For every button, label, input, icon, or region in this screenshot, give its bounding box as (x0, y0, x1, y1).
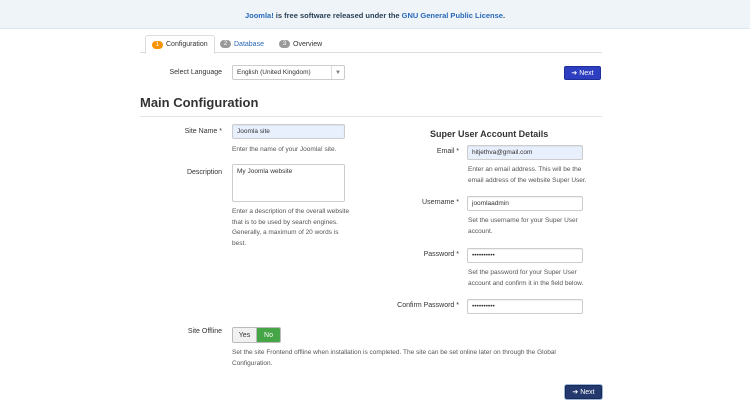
site-offline-yes-button[interactable]: Yes (233, 328, 257, 342)
license-end-text: . (502, 11, 506, 20)
tab-configuration-label: Configuration (166, 41, 208, 48)
site-offline-no-button[interactable]: No (257, 328, 280, 342)
password-label: Password * (423, 251, 459, 258)
confirm-password-field[interactable]: •••••••••• (467, 299, 583, 314)
description-label: Description (186, 169, 222, 176)
step-badge-3: 3 (279, 40, 290, 48)
tab-configuration[interactable] (145, 35, 215, 54)
license-text (0, 11, 750, 20)
site-name-label: Site Name * (184, 128, 222, 135)
super-user-title: Super User Account Details (430, 129, 549, 139)
chevron-down-icon: ▼ (331, 66, 344, 79)
site-name-help: Enter the name of your Joomla! site. (232, 146, 337, 153)
license-middle-text: is free software released under the (273, 11, 402, 20)
joomla-link[interactable]: Joomla! (244, 11, 274, 20)
tab-database[interactable] (214, 35, 270, 53)
tab-database-label: Database (234, 40, 264, 48)
next-button-top[interactable] (564, 66, 601, 80)
confirm-password-label: Confirm Password * (397, 302, 459, 309)
arrow-right-icon: ➔ (571, 70, 578, 77)
page-title: Main Configuration (140, 95, 259, 110)
password-help-line: Set the password for your Super User (468, 269, 577, 276)
install-steps-tabs (140, 35, 602, 53)
site-offline-toggle (232, 327, 281, 343)
step-badge-1: 1 (152, 41, 163, 49)
username-help-line: Set the username for your Super User (468, 217, 578, 224)
username-help-line: account. (468, 227, 493, 235)
description-help-line: Generally, a maximum of 20 words is (232, 229, 339, 236)
license-bar (0, 0, 750, 29)
site-offline-help-line: Configuration. (232, 359, 273, 367)
username-label: Username * (422, 199, 459, 206)
email-field[interactable]: hitjethva@gmail.com (467, 145, 583, 160)
step-badge-2: 2 (220, 40, 231, 48)
gpl-link[interactable]: GNU General Public License (401, 11, 503, 20)
description-textarea[interactable]: My Joomla website (232, 164, 345, 202)
password-help-line: account and confirm it in the field below. (468, 279, 584, 287)
next-button-bottom[interactable] (565, 385, 602, 399)
arrow-right-icon: ➔ (572, 389, 579, 396)
email-help-line: email address of the website Super User. (468, 176, 587, 184)
tab-overview-label: Overview (293, 40, 323, 48)
tab-overview[interactable] (273, 35, 328, 53)
next-button-label: Next (579, 69, 594, 77)
password-field[interactable]: •••••••••• (467, 248, 583, 263)
site-offline-help (232, 348, 602, 369)
email-help-line: Enter an email address. This will be the (468, 166, 582, 173)
email-label: Email * (436, 148, 459, 155)
username-field[interactable]: joomlaadmin (467, 196, 583, 211)
divider (140, 116, 602, 117)
next-button-label: Next (580, 388, 595, 396)
description-help-line: best. (232, 239, 247, 247)
site-name-input[interactable]: Joomla site (232, 124, 345, 139)
username-help (468, 216, 608, 237)
description-help-line: Enter a description of the overall website (232, 208, 350, 215)
language-select-value: English (United Kingdom) (237, 69, 311, 76)
select-language-label: Select Language (169, 69, 222, 76)
site-offline-label: Site Offline (187, 328, 222, 335)
password-help (468, 268, 608, 289)
description-help-line: that is to be used by search engines. (232, 218, 338, 226)
language-select[interactable] (232, 65, 345, 80)
email-help (468, 165, 608, 186)
site-offline-help-line: Set the site Frontend offline when installation is completed. The site can be set online later on through the Global (232, 349, 556, 356)
description-help (232, 207, 372, 249)
